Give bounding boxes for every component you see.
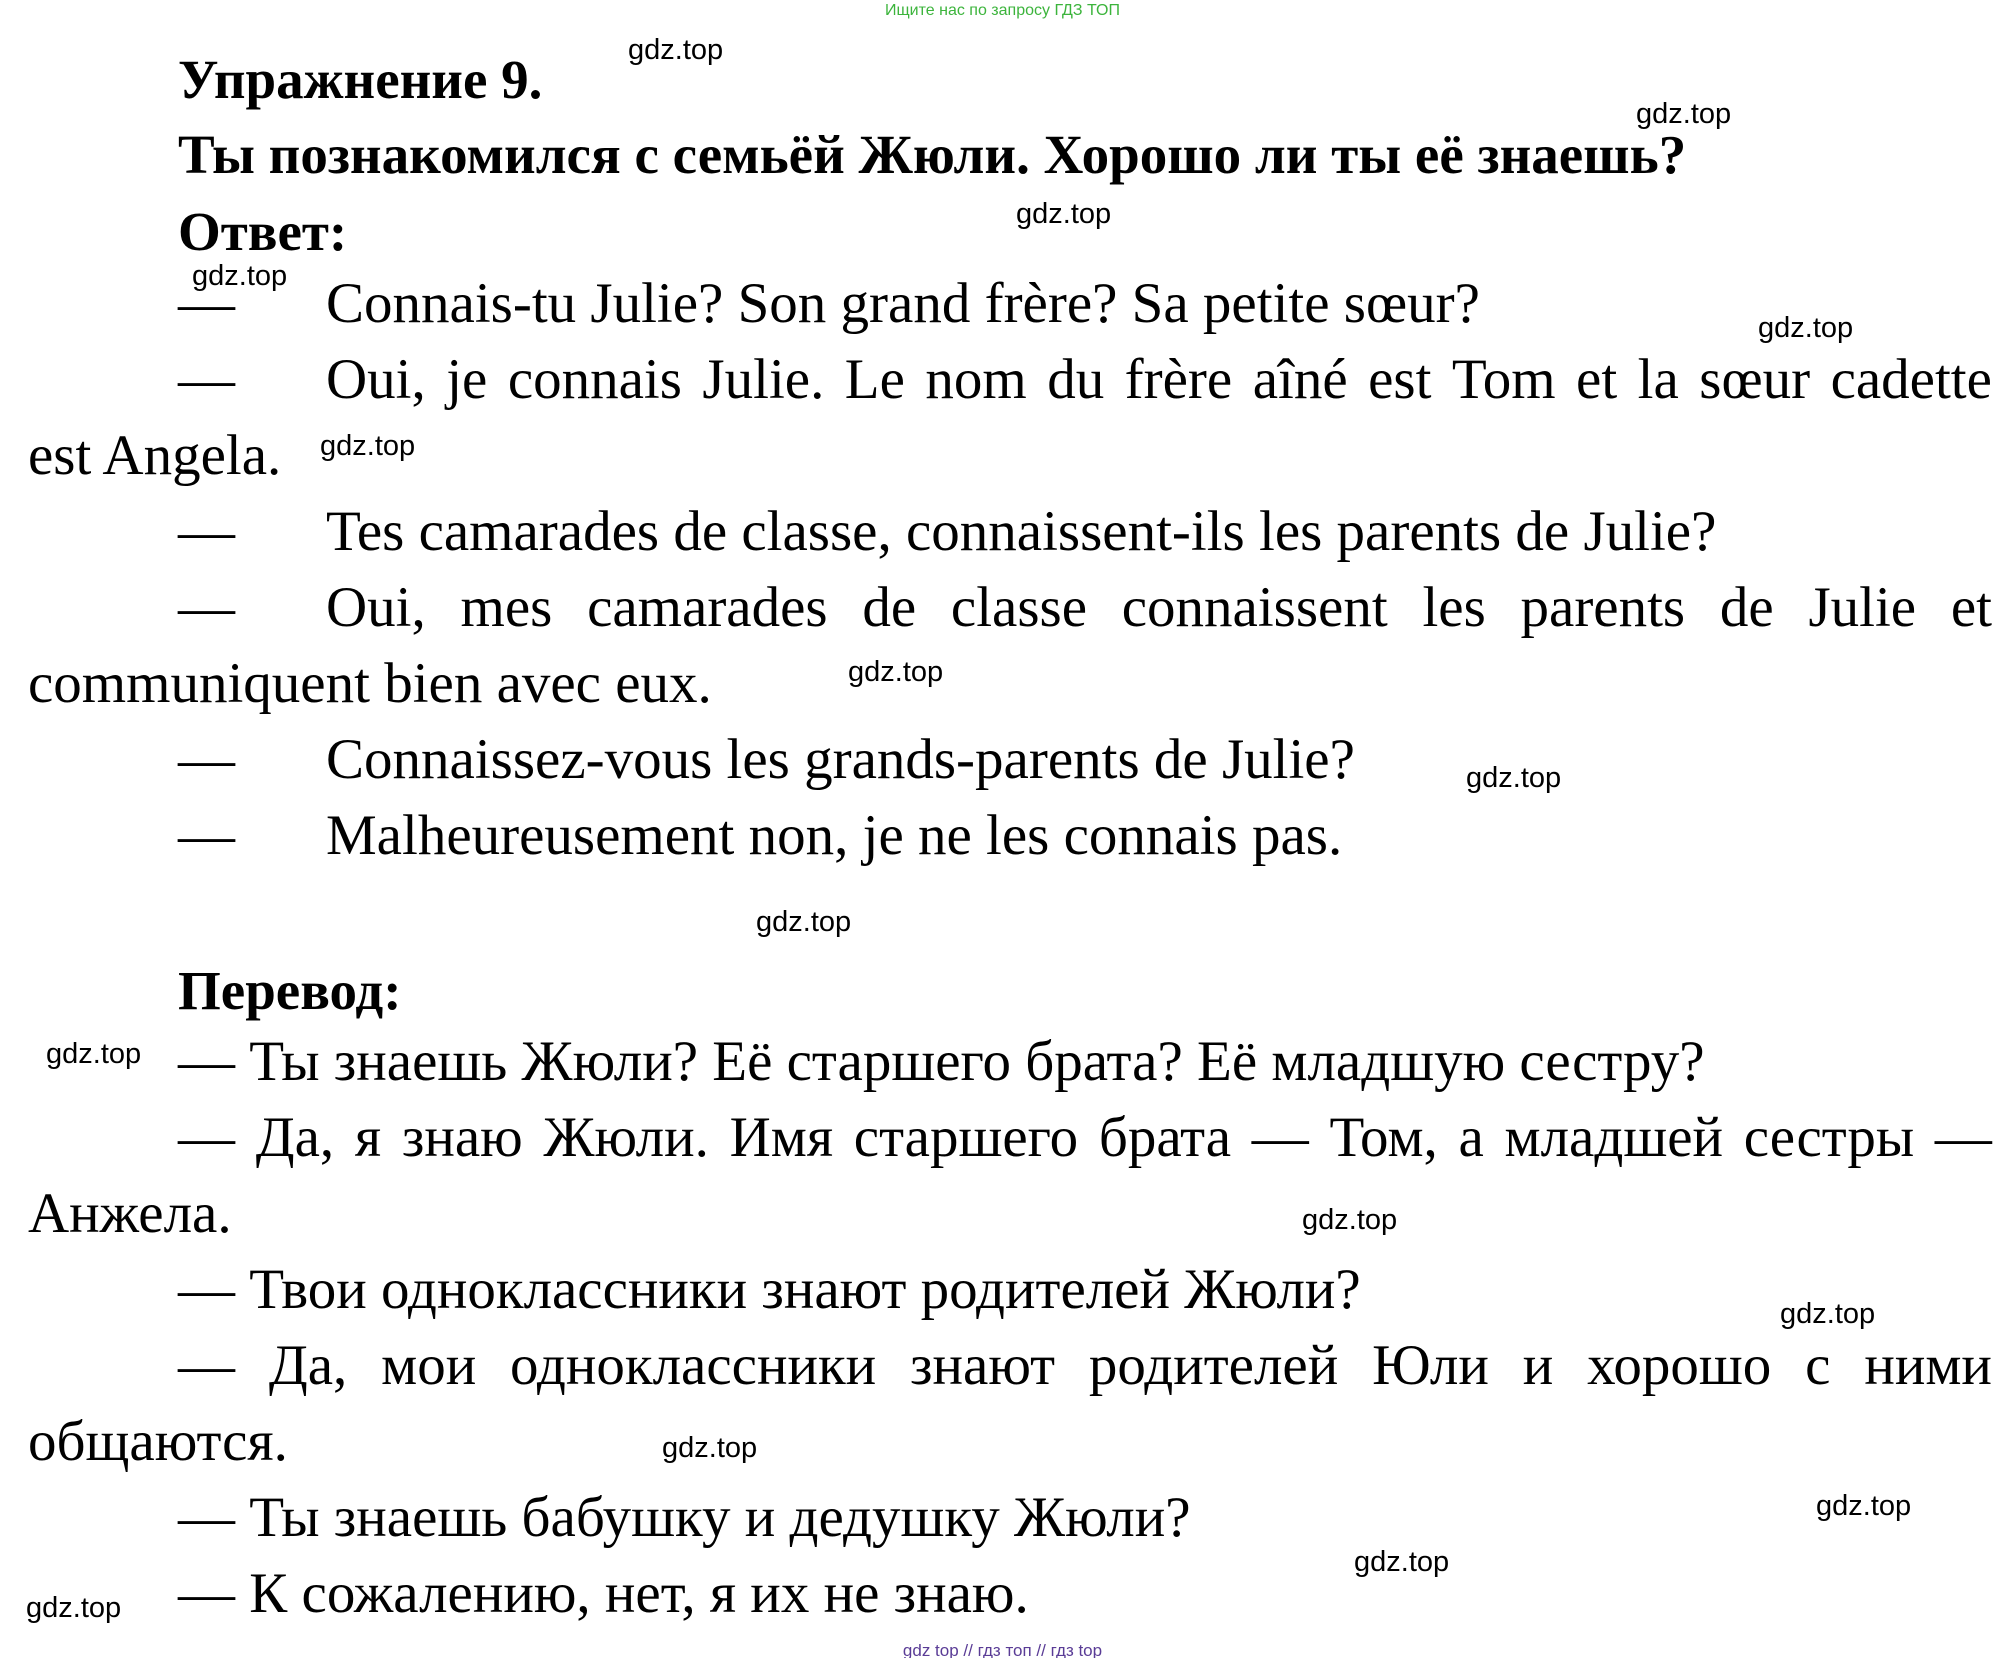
watermark: gdz.top — [628, 34, 724, 66]
answer-line-5: Connaissez-vous les grands-parents de Julie? — [326, 728, 1355, 791]
word: du — [1047, 348, 1105, 411]
dash-marker: — — [178, 500, 235, 563]
word: camarades — [587, 576, 828, 639]
word: с — [1805, 1334, 1831, 1397]
watermark: gdz.top — [1466, 762, 1562, 794]
word: Жюли. — [543, 1106, 709, 1169]
watermark: gdz.top — [1636, 98, 1732, 130]
word: Oui, — [326, 348, 426, 411]
word: родителей — [1088, 1334, 1339, 1397]
word: — — [178, 1106, 235, 1169]
translation-line-4 — [178, 1334, 1992, 1397]
word: Julie — [1808, 576, 1917, 639]
answer-heading: Ответ: — [178, 201, 348, 262]
watermark: gdz.top — [1780, 1298, 1876, 1330]
word: сестры — [1743, 1106, 1915, 1169]
watermark: gdz.top — [1354, 1546, 1450, 1578]
word: знают — [910, 1334, 1056, 1397]
task-text: Ты познакомился с семьёй Жюли. Хорошо ли ты её знаешь? — [178, 124, 1687, 185]
watermark: gdz.top — [1758, 312, 1854, 344]
translation-line-4-cont: общаются. — [28, 1410, 288, 1473]
word: parents — [1520, 576, 1686, 639]
translation-line-5: — Ты знаешь бабушку и дедушку Жюли? — [178, 1486, 1191, 1549]
word: брата — [1098, 1106, 1232, 1169]
word: classe — [950, 576, 1087, 639]
word: la — [1637, 348, 1679, 411]
word: мои — [381, 1334, 477, 1397]
watermark: gdz.top — [1016, 198, 1112, 230]
word: я — [354, 1106, 382, 1169]
exercise-title: Упражнение 9. — [178, 49, 543, 110]
answer-line-4 — [326, 576, 1992, 639]
word: — — [178, 1334, 235, 1397]
word: Да, — [268, 1334, 348, 1397]
translation-line-1: — Ты знаешь Жюли? Её старшего брата? Её младшую сестру? — [178, 1030, 1705, 1093]
watermark: gdz.top — [26, 1592, 122, 1624]
bottom-banner: gdz top // гдз топ // гдз top — [902, 1641, 1103, 1658]
translation-line-3: — Твои одноклассники знают родителей Жюли? — [178, 1258, 1361, 1321]
word: mes — [460, 576, 553, 639]
word: — — [1251, 1106, 1309, 1169]
dash-marker: — — [178, 804, 235, 867]
word: Oui, — [326, 576, 426, 639]
watermark: gdz.top — [1302, 1204, 1398, 1236]
answer-line-4-cont: communiquent bien avec eux. — [28, 652, 712, 715]
word: а — [1458, 1106, 1484, 1169]
word: Да, — [255, 1106, 335, 1169]
word: Том, — [1329, 1106, 1438, 1169]
dash-marker: — — [178, 576, 235, 639]
watermark: gdz.top — [1816, 1490, 1912, 1522]
watermark: gdz.top — [756, 906, 852, 938]
watermark: gdz.top — [662, 1432, 758, 1464]
word: de — [862, 576, 917, 639]
watermark: gdz.top — [848, 656, 944, 688]
word: Tom — [1451, 348, 1556, 411]
answer-line-2-cont: est Angela. — [28, 424, 282, 487]
word: de — [1719, 576, 1774, 639]
word: les — [1422, 576, 1486, 639]
word: frère — [1124, 348, 1233, 411]
word: nom — [925, 348, 1027, 411]
word: Имя — [729, 1106, 834, 1169]
watermark: gdz.top — [320, 430, 416, 462]
dash-marker: — — [178, 272, 235, 335]
word: Юли — [1372, 1334, 1489, 1397]
answer-line-2 — [326, 348, 1992, 411]
dash-marker: — — [178, 348, 235, 411]
word: et — [1576, 348, 1618, 411]
word: est — [1368, 348, 1432, 411]
translation-line-2 — [178, 1106, 1992, 1169]
translation-heading: Перевод: — [178, 960, 402, 1021]
word: et — [1950, 576, 1992, 639]
word: младшей — [1504, 1106, 1724, 1169]
word: знаю — [401, 1106, 523, 1169]
word: aîné — [1252, 348, 1348, 411]
word: одноклассники — [510, 1334, 877, 1397]
translation-line-2-cont: Анжела. — [28, 1182, 232, 1245]
word: старшего — [853, 1106, 1079, 1169]
word: ними — [1864, 1334, 1992, 1397]
word: — — [1934, 1106, 1992, 1169]
watermark: gdz.top — [192, 260, 288, 292]
answer-line-6: Malheureusement non, je ne les connais pas. — [326, 804, 1343, 867]
watermark: gdz.top — [46, 1038, 142, 1070]
word: sœur — [1699, 348, 1811, 411]
word: cadette — [1830, 348, 1992, 411]
word: connais — [507, 348, 682, 411]
translation-line-6: — К сожалению, нет, я их не знаю. — [178, 1562, 1029, 1625]
word: хорошо — [1587, 1334, 1772, 1397]
top-banner: Ищите нас по запросу ГДЗ ТОП — [885, 2, 1120, 19]
word: Le — [844, 348, 905, 411]
word: je — [446, 348, 488, 411]
answer-line-1: Connais-tu Julie? Son grand frère? Sa petite sœur? — [326, 272, 1480, 335]
word: Julie. — [702, 348, 825, 411]
word: connaissent — [1121, 576, 1388, 639]
word: и — [1522, 1334, 1554, 1397]
dash-marker: — — [178, 728, 235, 791]
answer-line-3: Tes camarades de classe, connaissent-ils les parents de Julie? — [326, 500, 1717, 563]
